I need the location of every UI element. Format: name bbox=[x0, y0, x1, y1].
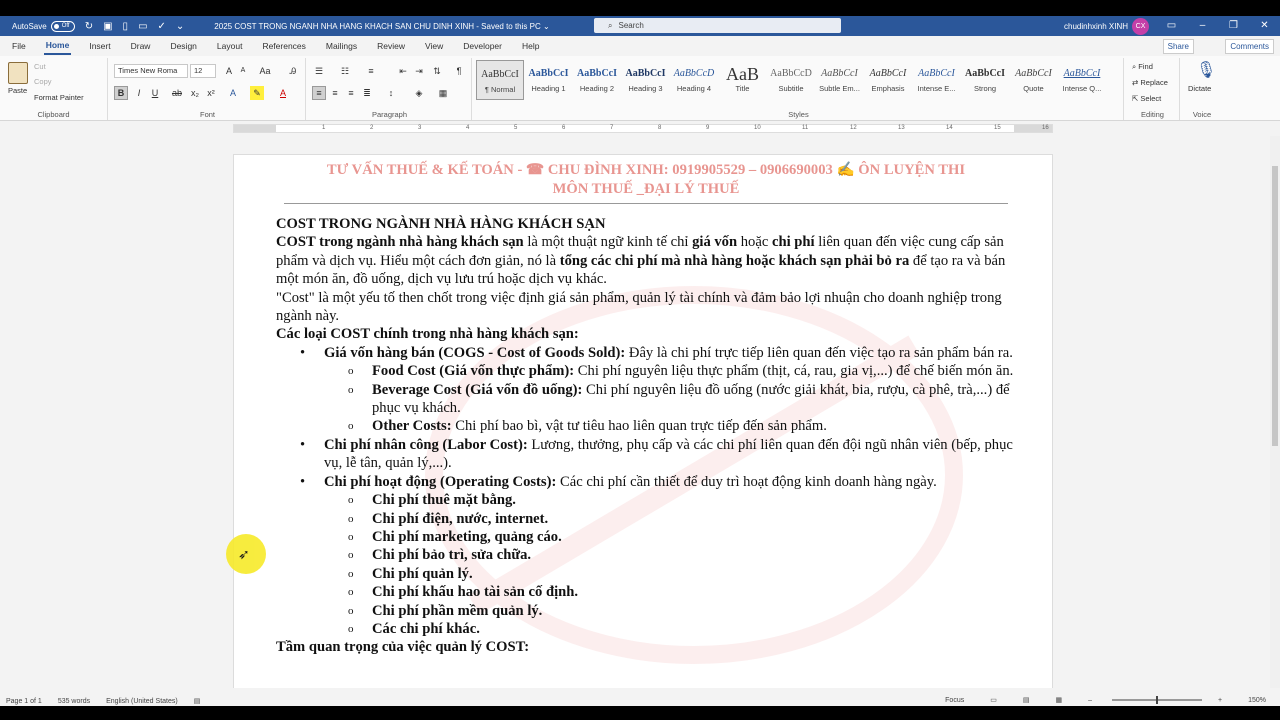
bullets-icon[interactable]: ☰ bbox=[314, 66, 324, 76]
new-file-icon[interactable]: ▯ bbox=[122, 20, 129, 32]
search-box[interactable] bbox=[594, 18, 841, 33]
highlight-icon[interactable]: ✎ bbox=[250, 86, 264, 100]
editing-label: Editing bbox=[1141, 110, 1164, 119]
section-heading-importance bbox=[276, 638, 1016, 656]
style-item[interactable] bbox=[1058, 60, 1106, 100]
vertical-scrollbar[interactable] bbox=[1270, 136, 1280, 688]
style-preview: AaBbCcI bbox=[528, 68, 569, 79]
tab-file[interactable]: File bbox=[12, 41, 26, 51]
clipboard-group bbox=[0, 58, 108, 120]
select-label: Select bbox=[1140, 94, 1162, 103]
ruler-number: 8 bbox=[658, 125, 662, 131]
list-item-other-costs bbox=[276, 417, 1016, 435]
search-placeholder: Search bbox=[618, 21, 644, 30]
document-page[interactable] bbox=[233, 154, 1053, 688]
ruler-track bbox=[233, 124, 1053, 133]
align-left-icon[interactable]: ≡ bbox=[312, 86, 326, 100]
clear-format-icon[interactable]: Ꭿ bbox=[289, 66, 297, 76]
style-name: Intense Q... bbox=[1062, 84, 1102, 93]
style-preview: AaBbCcI bbox=[625, 68, 666, 79]
underline-button[interactable]: U bbox=[151, 88, 159, 98]
sync-icon[interactable]: ↻ bbox=[84, 20, 94, 32]
title-bar bbox=[0, 16, 1280, 36]
operating-sub-text: Chi phí khấu hao tài sản cố định. bbox=[372, 584, 579, 601]
style-name: Subtitle bbox=[778, 84, 804, 93]
food-cost-bold: Food Cost (Giá vốn thực phẩm): bbox=[372, 363, 575, 380]
intro-bold-3: chi phí bbox=[771, 234, 815, 251]
header-line-1: TƯ VẤN THUẾ & KẾ TOÁN - ☎ CHU ĐÌNH XINH: 0919905529 – 0906690003 ✍ ÔN LUYỆN THI bbox=[326, 162, 966, 178]
intro-text-2: hoặc bbox=[737, 234, 772, 251]
subscript-button[interactable]: x₂ bbox=[191, 88, 199, 98]
intro-bold-2: giá vốn bbox=[692, 234, 738, 251]
font-name-combo[interactable]: Times New Roma bbox=[114, 64, 188, 78]
tab-mailings[interactable]: Mailings bbox=[325, 41, 358, 51]
borders-icon[interactable]: ▦ bbox=[438, 88, 448, 98]
paragraph-group bbox=[308, 58, 472, 120]
style-name: Strong bbox=[973, 84, 997, 93]
share-button[interactable]: Share bbox=[1163, 39, 1194, 54]
page-count[interactable]: Page 1 of 1 bbox=[6, 697, 42, 705]
search-icon: ⌕ bbox=[608, 20, 613, 30]
zoom-level[interactable]: 150% bbox=[1248, 696, 1266, 704]
ruler-number: 3 bbox=[418, 125, 422, 131]
ruler-number: 11 bbox=[802, 125, 809, 131]
font-color-icon[interactable]: A bbox=[279, 88, 286, 98]
tab-references[interactable]: References bbox=[262, 41, 306, 51]
tab-developer[interactable]: Developer bbox=[463, 41, 502, 51]
font-label: Font bbox=[199, 110, 215, 119]
cogs-text: Đây là chi phí trực tiếp liên quan đến việc tạo ra sản phẩm bán ra. bbox=[625, 344, 1013, 361]
style-name: Title bbox=[735, 84, 750, 93]
ruler-number: 12 bbox=[850, 125, 857, 131]
style-item[interactable] bbox=[476, 60, 524, 100]
styles-label: Styles bbox=[788, 110, 809, 119]
save-icon[interactable]: ▣ bbox=[103, 20, 113, 32]
ruler-number: 14 bbox=[946, 125, 953, 131]
ruler-number: 2 bbox=[370, 125, 374, 131]
list-item-food-cost bbox=[276, 362, 1016, 380]
print-layout-icon[interactable]: ▤ bbox=[1022, 697, 1030, 704]
word-count[interactable]: 535 words bbox=[57, 697, 91, 705]
style-item[interactable] bbox=[864, 60, 912, 100]
language[interactable]: English (United States) bbox=[106, 697, 178, 705]
style-name: Heading 3 bbox=[628, 84, 663, 93]
scrollbar-thumb[interactable] bbox=[1272, 166, 1278, 446]
font-size-combo[interactable]: 12 bbox=[190, 64, 216, 78]
ribbon bbox=[0, 56, 1280, 121]
section-heading-importance-text: Tầm quan trọng của việc quản lý COST: bbox=[276, 639, 530, 656]
styles-group bbox=[474, 58, 1124, 120]
superscript-button[interactable]: x² bbox=[207, 88, 215, 98]
editing-group bbox=[1126, 58, 1180, 120]
food-cost-text: Chi phí nguyên liệu thực phẩm (thịt, cá, rau, gia vị,...) để chế biến món ăn. bbox=[574, 363, 1014, 380]
find-label: Find bbox=[1138, 62, 1153, 71]
cogs-bold: Giá vốn hàng bán (COGS - Cost of Goods Sold): bbox=[324, 344, 626, 361]
ruler-number: 6 bbox=[562, 125, 566, 131]
styles-gallery bbox=[476, 60, 1118, 106]
restore-icon[interactable]: ❐ bbox=[1229, 20, 1238, 31]
document-body[interactable] bbox=[276, 155, 1016, 657]
labor-cost-bold: Chi phí nhân công (Labor Cost): bbox=[324, 436, 528, 453]
tab-review[interactable]: Review bbox=[377, 41, 405, 51]
ruler-number: 4 bbox=[466, 125, 470, 131]
pointer-icon: ➶ bbox=[238, 546, 250, 562]
paragraph-intro bbox=[276, 233, 1016, 288]
increase-indent-icon[interactable]: ⇥ bbox=[415, 66, 423, 76]
mouse-cursor-highlight bbox=[226, 534, 266, 574]
ruler-number: 10 bbox=[754, 125, 761, 131]
operating-sub-text: Chi phí bảo trì, sửa chữa. bbox=[372, 547, 532, 564]
clipboard-label: Clipboard bbox=[37, 110, 70, 119]
read-mode-icon[interactable]: ▭ bbox=[990, 697, 997, 704]
list-item-labor-cost bbox=[276, 436, 1016, 473]
tab-insert[interactable]: Insert bbox=[89, 41, 111, 51]
intro-bold-1: COST trong ngành nhà hàng khách sạn bbox=[276, 234, 524, 251]
shading-icon[interactable]: ◈ bbox=[415, 88, 423, 98]
style-item[interactable] bbox=[573, 60, 621, 100]
list-item-operating-sub bbox=[276, 528, 1016, 546]
intro-text-4: để tạo ra và bán một món ăn, đồ uống, dịch vụ lưu trú hoặc dịch vụ khác. bbox=[276, 252, 1006, 288]
user-name: chudinhxinh XINH bbox=[1064, 21, 1129, 31]
dictate-button[interactable]: Dictate bbox=[1188, 84, 1212, 93]
autosave[interactable] bbox=[12, 21, 75, 32]
other-costs-bold: Other Costs: bbox=[372, 418, 452, 435]
operating-sub-text: Các chi phí khác. bbox=[372, 620, 480, 637]
copy-button[interactable]: Copy bbox=[34, 77, 52, 86]
zoom-out-icon[interactable]: – bbox=[1088, 696, 1092, 704]
replace-label: Replace bbox=[1140, 78, 1168, 87]
word-window bbox=[0, 16, 1280, 706]
style-item[interactable] bbox=[961, 60, 1009, 100]
minimize-icon[interactable]: – bbox=[1199, 20, 1206, 31]
account[interactable] bbox=[1064, 16, 1149, 36]
ruler-number: 9 bbox=[706, 125, 710, 131]
tab-view[interactable]: View bbox=[424, 41, 444, 51]
ribbon-tabs bbox=[0, 36, 1280, 56]
intro-text-1: là một thuật ngữ kinh tế chỉ bbox=[523, 234, 693, 251]
style-preview: AaBbCcI bbox=[869, 68, 907, 79]
style-preview: AaBbCcI bbox=[821, 68, 858, 79]
style-name: Emphasis bbox=[871, 84, 905, 93]
style-preview: AaBbCcI bbox=[481, 69, 519, 80]
tab-design[interactable]: Design bbox=[170, 41, 197, 51]
zoom-slider[interactable] bbox=[1112, 699, 1202, 701]
list-item-beverage-cost bbox=[276, 381, 1016, 418]
style-item[interactable] bbox=[1010, 60, 1058, 100]
style-preview: AaBbCcI bbox=[1063, 68, 1101, 79]
style-item[interactable] bbox=[719, 60, 767, 100]
spelling-icon[interactable]: ✓ bbox=[157, 20, 166, 32]
style-preview: AaBbCcI bbox=[964, 68, 1005, 79]
list-item-operating-costs bbox=[276, 473, 1016, 491]
ruler-number: 5 bbox=[514, 125, 518, 131]
list-item-operating-sub bbox=[276, 565, 1016, 583]
style-name: Quote bbox=[1023, 84, 1044, 93]
style-item[interactable] bbox=[525, 60, 573, 100]
open-folder-icon[interactable]: ▭ bbox=[138, 20, 148, 32]
style-preview: AaBbCcI bbox=[918, 68, 955, 79]
document-canvas[interactable] bbox=[0, 136, 1270, 688]
paragraph-label: Paragraph bbox=[371, 110, 408, 119]
style-item[interactable] bbox=[622, 60, 670, 100]
operating-costs-bold: Chi phí hoạt động (Operating Costs): bbox=[324, 473, 557, 490]
section-heading-types-text: Các loại COST chính trong nhà hàng khách sạn: bbox=[276, 326, 579, 343]
intro-text-3: liên quan đến việc cung cấp sản phẩm và dịch vụ. Hiểu một cách đơn giản, nó là bbox=[276, 234, 1004, 269]
decrease-indent-icon[interactable]: ⇤ bbox=[399, 66, 407, 76]
style-name: Subtle Em... bbox=[819, 84, 860, 93]
shrink-font-icon[interactable]: A bbox=[240, 67, 246, 74]
pilcrow-icon[interactable]: ¶ bbox=[456, 66, 462, 76]
tab-help[interactable]: Help bbox=[522, 41, 540, 51]
list-item-operating-sub bbox=[276, 583, 1016, 601]
style-preview: AaBbCcD bbox=[770, 68, 812, 79]
style-name: Heading 4 bbox=[676, 84, 712, 93]
grow-font-icon[interactable]: A bbox=[225, 66, 232, 76]
ruler-number: 1 bbox=[322, 125, 326, 131]
list-item-operating-sub bbox=[276, 510, 1016, 528]
list-item-cogs bbox=[276, 344, 1016, 362]
close-icon[interactable]: ✕ bbox=[1260, 20, 1269, 31]
change-case-icon[interactable]: Aa bbox=[259, 66, 271, 76]
header-line-2: MÔN THUẾ _ĐẠI LÝ THUẾ bbox=[552, 181, 740, 197]
voice-group bbox=[1182, 58, 1222, 120]
operating-sub-text: Chi phí điện, nước, internet. bbox=[372, 510, 549, 527]
zoom-in-icon[interactable]: + bbox=[1218, 696, 1223, 704]
operating-sub-text: Chi phí thuê mặt bằng. bbox=[372, 492, 516, 509]
list-item-operating-sub bbox=[276, 546, 1016, 564]
sort-icon[interactable]: ⇅ bbox=[433, 66, 441, 76]
style-preview: AaBbCcI bbox=[576, 68, 617, 79]
align-right-icon[interactable]: ≡ bbox=[348, 88, 354, 98]
multilevel-list-icon[interactable]: ≡ bbox=[368, 66, 374, 76]
bold-button[interactable]: B bbox=[114, 86, 128, 100]
style-item[interactable] bbox=[913, 60, 961, 100]
web-layout-icon[interactable]: ▦ bbox=[1055, 697, 1063, 704]
other-costs-text: Chi phí bao bì, vật tư tiêu hao liên quan trực tiếp đến sản phẩm. bbox=[451, 418, 827, 435]
horizontal-ruler[interactable] bbox=[0, 122, 1280, 136]
cut-button[interactable]: Cut bbox=[34, 62, 46, 71]
autosave-label: AutoSave bbox=[12, 21, 47, 31]
document-heading: COST TRONG NGÀNH NHÀ HÀNG KHÁCH SẠN bbox=[276, 216, 606, 232]
document-title[interactable]: 2025 COST TRONG NGANH NHA HANG KHACH SAN CHU DINH XINH - Saved to this PC ⌄ bbox=[214, 21, 550, 31]
style-item[interactable] bbox=[816, 60, 864, 100]
labor-cost-text: Lương, thưởng, phụ cấp và các chi phí liên quan đến đội ngũ nhân viên (bếp, phục vụ, lễ tân, quản lý,...). bbox=[324, 436, 1013, 472]
style-preview: AaB bbox=[726, 64, 759, 84]
section-heading-types bbox=[276, 325, 1016, 343]
replace-icon: ⇄ bbox=[1132, 78, 1141, 87]
beverage-cost-text: Chi phí nguyên liệu đồ uống (nước giải khát, bia, rượu, cà phê, trà,...) để phục vụ khách. bbox=[372, 381, 1010, 417]
status-bar bbox=[0, 696, 1280, 706]
find-icon: ⌕ bbox=[1132, 62, 1139, 71]
tab-layout[interactable]: Layout bbox=[216, 41, 243, 51]
document-header bbox=[284, 161, 1008, 204]
operating-costs-text: Các chi phí cần thiết để duy trì hoạt động kinh doanh hàng ngày. bbox=[556, 473, 937, 490]
tab-home[interactable]: Home bbox=[44, 37, 72, 55]
operating-sub-text: Chi phí phần mềm quản lý. bbox=[372, 602, 543, 619]
style-preview: AaBbCcI bbox=[1015, 68, 1052, 79]
accessibility-icon[interactable]: ▤ bbox=[193, 698, 201, 705]
tab-draw[interactable]: Draw bbox=[130, 41, 151, 51]
style-item[interactable] bbox=[670, 60, 718, 100]
font-group bbox=[110, 58, 306, 120]
style-item[interactable] bbox=[767, 60, 815, 100]
operating-sub-text: Chi phí marketing, quảng cáo. bbox=[372, 528, 562, 545]
style-name: Heading 1 bbox=[531, 84, 566, 93]
avatar[interactable]: CX bbox=[1132, 18, 1149, 35]
format-painter-button[interactable]: Format Painter bbox=[34, 93, 84, 102]
numbering-icon[interactable]: ☷ bbox=[340, 66, 350, 76]
strikethrough-button[interactable]: ab bbox=[171, 88, 182, 98]
customize-qat-icon[interactable]: ⌄ bbox=[175, 20, 185, 32]
comments-button[interactable]: Comments bbox=[1225, 39, 1274, 54]
beverage-cost-bold: Beverage Cost (Giá vốn đồ uống): bbox=[372, 381, 583, 398]
microphone-icon[interactable]: 🎙 bbox=[1196, 62, 1217, 79]
line-spacing-icon[interactable]: ↕ bbox=[388, 88, 394, 98]
style-name: Intense E... bbox=[917, 84, 956, 93]
list-item-operating-sub bbox=[276, 491, 1016, 509]
italic-button[interactable]: I bbox=[137, 88, 141, 98]
ruler-number: 15 bbox=[994, 125, 1001, 131]
voice-label: Voice bbox=[1192, 110, 1212, 119]
paste-icon[interactable] bbox=[8, 62, 28, 84]
find-button[interactable] bbox=[1132, 62, 1153, 72]
paste-button[interactable]: Paste bbox=[8, 86, 28, 95]
style-name: Heading 2 bbox=[579, 84, 615, 93]
style-preview: AaBbCcD bbox=[673, 68, 715, 79]
autosave-toggle[interactable]: Off bbox=[51, 21, 75, 32]
ribbon-display-icon[interactable]: ▭ bbox=[1166, 20, 1177, 31]
list-item-operating-sub bbox=[276, 620, 1016, 638]
style-name: ¶ Normal bbox=[484, 85, 516, 94]
operating-sub-text: Chi phí quản lý. bbox=[372, 565, 473, 582]
justify-icon[interactable]: ≣ bbox=[363, 88, 371, 98]
text-effects-icon[interactable]: A bbox=[229, 88, 236, 98]
ruler-number: 16 bbox=[1042, 125, 1049, 131]
select-icon: ⇱ bbox=[1132, 94, 1141, 103]
paragraph-cost: "Cost" là một yếu tố then chốt trong việc định giá sản phẩm, quản lý tài chính và đảm bảo lợi nhuận cho doanh nghiệp trong ngành này. bbox=[276, 289, 1002, 325]
ruler-number: 7 bbox=[610, 125, 614, 131]
list-item-operating-sub bbox=[276, 602, 1016, 620]
left-margin-area bbox=[234, 125, 276, 132]
align-center-icon[interactable]: ≡ bbox=[332, 88, 338, 98]
focus-button[interactable]: Focus bbox=[945, 696, 965, 704]
ruler-number: 13 bbox=[898, 125, 905, 131]
intro-bold-4: tổng các chi phí mà nhà hàng hoặc khách sạn phải bỏ ra bbox=[559, 252, 910, 269]
replace-button[interactable] bbox=[1132, 78, 1168, 87]
select-button[interactable] bbox=[1132, 94, 1161, 103]
